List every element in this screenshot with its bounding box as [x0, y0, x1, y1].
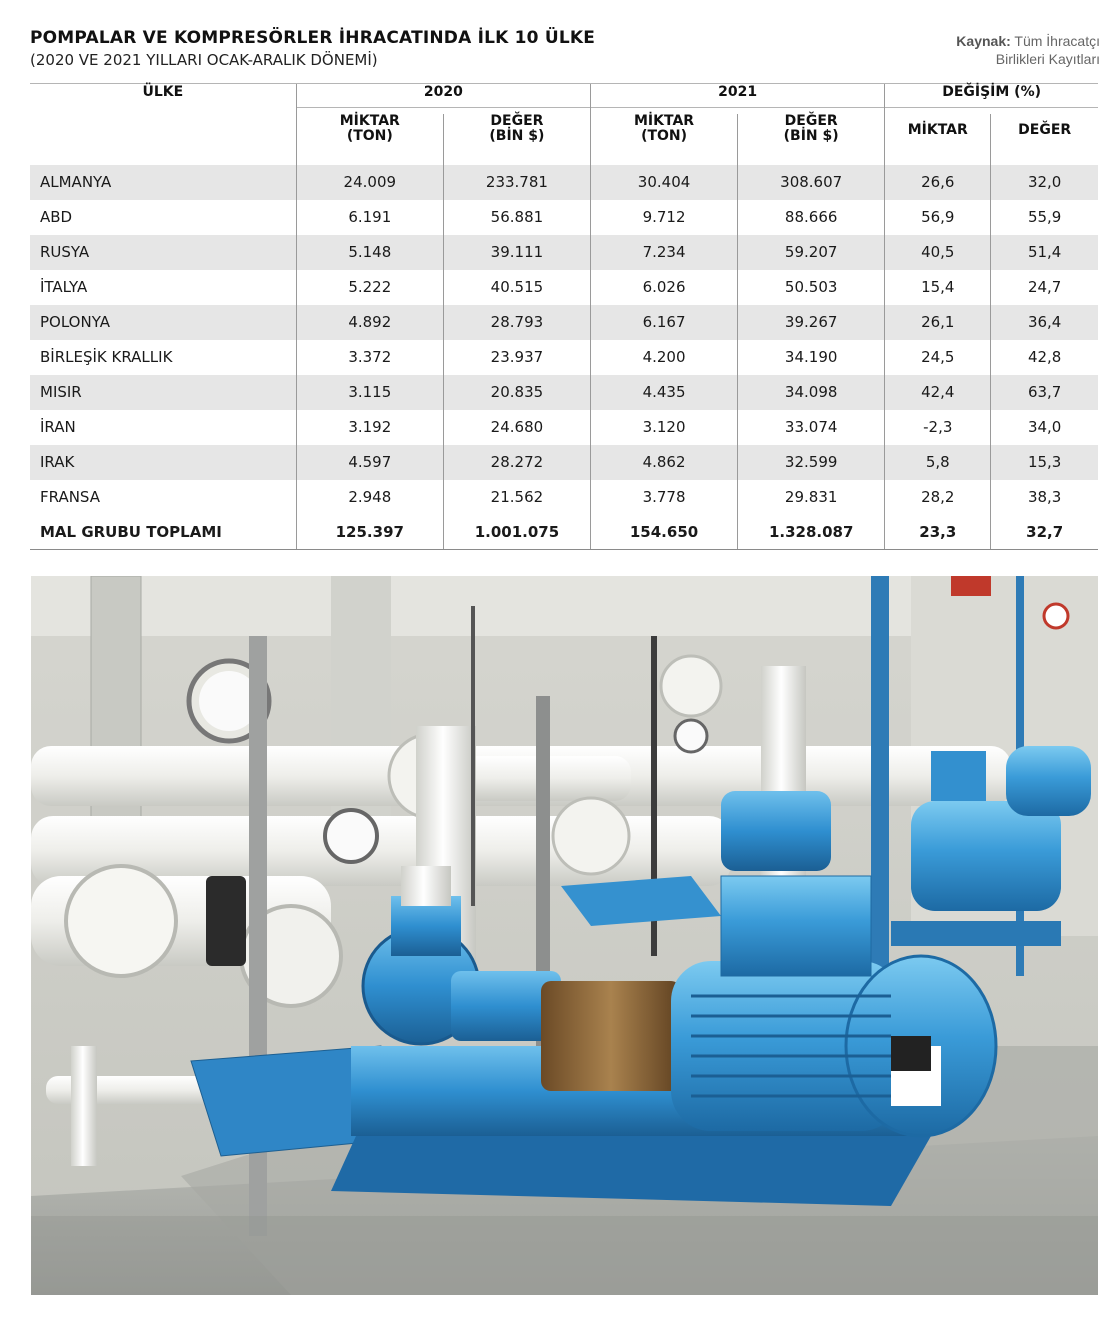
cell-d2021: 33.074: [738, 410, 885, 445]
cell-d2021: 308.607: [738, 165, 885, 200]
cell-cm: 23,3: [885, 515, 991, 550]
country-cell: İRAN: [40, 418, 76, 436]
header-change-miktar: MİKTAR: [885, 114, 991, 165]
country-cell: İTALYA: [40, 278, 88, 296]
cell-cm: 5,8: [885, 445, 991, 480]
cell-d2020: 21.562: [443, 480, 590, 515]
cell-d2021: 32.599: [738, 445, 885, 480]
cell-cd: 15,3: [991, 445, 1098, 480]
country-cell: MISIR: [30, 375, 296, 410]
pump-station-photo: [31, 576, 1098, 1295]
cell-m2020: 24.009: [296, 165, 443, 200]
cell-cd: 32,0: [991, 165, 1098, 200]
cell-m2021: 7.234: [590, 235, 737, 270]
header-2020-miktar: MİKTAR (TON): [296, 114, 443, 165]
cell-cd: 38,3: [991, 480, 1098, 515]
cell-cm: 42,4: [885, 375, 991, 410]
cell-d2020: 28.272: [443, 445, 590, 480]
cell-d2020: 39.111: [443, 235, 590, 270]
table-body: [30, 165, 1098, 550]
country-cell: MAL GRUBU TOPLAMI: [30, 515, 296, 550]
header-2021: 2021: [590, 84, 884, 114]
cell-m2021: 4.200: [590, 340, 737, 375]
cell-cd: 55,9: [991, 200, 1098, 235]
table-row: [30, 340, 1098, 375]
cell-cm: 24,5: [885, 340, 991, 375]
cell-cm: 26,6: [885, 165, 991, 200]
cell-m2020: 3.115: [296, 375, 443, 410]
cell-d2020: 20.835: [443, 375, 590, 410]
cell-m2021: 154.650: [590, 515, 737, 550]
table-row: [30, 480, 1098, 515]
header-change: DEĞİŞİM (%): [885, 84, 1098, 114]
country-cell: ALMANYA: [30, 165, 296, 200]
header-2021-miktar: MİKTAR (TON): [590, 114, 737, 165]
header: [30, 28, 1100, 76]
cell-m2021: 4.862: [590, 445, 737, 480]
cell-cm: -2,3: [885, 410, 991, 445]
table-row: [30, 410, 1098, 445]
cell-m2020: 2.948: [296, 480, 443, 515]
cell-m2020: 6.191: [296, 200, 443, 235]
cell-cd: 42,8: [991, 340, 1098, 375]
cell-cd: 24,7: [991, 270, 1098, 305]
cell-d2021: 29.831: [738, 480, 885, 515]
table-row: [30, 200, 1098, 235]
cell-m2020: 4.597: [296, 445, 443, 480]
page-subtitle: (2020 VE 2021 YILLARI OCAK-ARALIK DÖNEMİ): [30, 51, 378, 69]
table-row: [30, 445, 1098, 480]
cell-d2020: 233.781: [443, 165, 590, 200]
cell-cm: 15,4: [885, 270, 991, 305]
header-2021-deger: DEĞER (BİN $): [738, 114, 885, 165]
source-line2: Birlikleri Kayıtları: [995, 51, 1100, 67]
cell-cm: 40,5: [885, 235, 991, 270]
table-row: [30, 165, 1098, 200]
cell-m2020: 3.372: [296, 340, 443, 375]
source-note: [956, 32, 1100, 68]
page-title: POMPALAR VE KOMPRESÖRLER İHRACATINDA İLK 10 ÜLKE: [30, 28, 596, 48]
cell-d2020: 40.515: [443, 270, 590, 305]
cell-cm: 28,2: [885, 480, 991, 515]
cell-m2021: 6.167: [590, 305, 737, 340]
cell-d2021: 34.098: [738, 375, 885, 410]
cell-m2021: 3.778: [590, 480, 737, 515]
cell-cd: 34,0: [991, 410, 1098, 445]
country-cell: ABD: [40, 208, 73, 226]
cell-cm: 26,1: [885, 305, 991, 340]
cell-d2021: 34.190: [738, 340, 885, 375]
country-cell: FRANSA: [40, 488, 100, 506]
cell-d2021: 59.207: [738, 235, 885, 270]
country-cell: RUSYA: [30, 235, 296, 270]
total-row: [30, 515, 1098, 550]
cell-m2020: 3.192: [296, 410, 443, 445]
cell-d2020: 1.001.075: [443, 515, 590, 550]
cell-d2021: 1.328.087: [738, 515, 885, 550]
export-table: [30, 83, 1098, 550]
cell-m2021: 6.026: [590, 270, 737, 305]
table-row: [30, 375, 1098, 410]
cell-d2021: 50.503: [738, 270, 885, 305]
table-row: [30, 305, 1098, 340]
country-header: ÜLKE: [30, 84, 296, 165]
cell-m2021: 3.120: [590, 410, 737, 445]
cell-m2021: 4.435: [590, 375, 737, 410]
cell-m2020: 5.222: [296, 270, 443, 305]
cell-m2021: 30.404: [590, 165, 737, 200]
header-change-deger: DEĞER: [991, 114, 1098, 165]
header-2020: 2020: [296, 84, 590, 114]
source-label: Kaynak:: [956, 33, 1011, 49]
cell-cd: 32,7: [991, 515, 1098, 550]
cell-cd: 36,4: [991, 305, 1098, 340]
cell-cd: 51,4: [991, 235, 1098, 270]
table-row: [30, 270, 1098, 305]
country-cell: IRAK: [30, 445, 296, 480]
cell-m2021: 9.712: [590, 200, 737, 235]
cell-d2020: 28.793: [443, 305, 590, 340]
cell-d2020: 23.937: [443, 340, 590, 375]
cell-cd: 63,7: [991, 375, 1098, 410]
cell-d2021: 39.267: [738, 305, 885, 340]
cell-m2020: 125.397: [296, 515, 443, 550]
country-cell: BİRLEŞİK KRALLIK: [40, 348, 173, 366]
cell-m2020: 4.892: [296, 305, 443, 340]
cell-d2020: 56.881: [443, 200, 590, 235]
cell-m2020: 5.148: [296, 235, 443, 270]
country-cell: POLONYA: [30, 305, 296, 340]
table-row: [30, 235, 1098, 270]
cell-d2020: 24.680: [443, 410, 590, 445]
cell-cm: 56,9: [885, 200, 991, 235]
cell-d2021: 88.666: [738, 200, 885, 235]
source-line1: Tüm İhracatçı: [1014, 33, 1100, 49]
header-2020-deger: DEĞER (BİN $): [443, 114, 590, 165]
